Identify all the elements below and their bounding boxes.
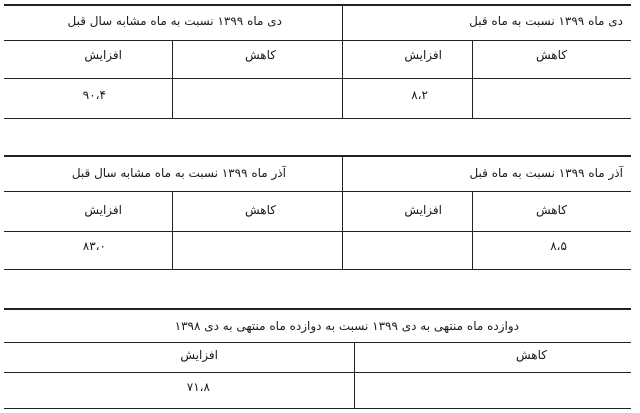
- value-cell: ۸،۵: [550, 239, 567, 253]
- header-month-over-month: دی ماه ۱۳۹۹ نسبت به ماه قبل: [469, 14, 623, 28]
- table-dey-1399: [4, 0, 631, 120]
- header-year-over-year: آذر ماه ۱۳۹۹ نسبت به ماه مشابه سال قبل: [71, 166, 286, 180]
- subheader-increase: افزایش: [84, 203, 122, 217]
- value-cell: ۷۱،۸: [186, 380, 210, 394]
- value-cell: [342, 239, 472, 259]
- subheader-decrease: کاهش: [516, 348, 547, 362]
- subheader-increase: افزایش: [180, 348, 218, 362]
- header-twelve-months: دوازده ماه منتهی به دی ۱۳۹۹ نسبت به دوازده ماه منتهی به دی ۱۳۹۸: [174, 319, 519, 333]
- table-twelve-months: [4, 308, 631, 413]
- header-month-over-month: آذر ماه ۱۳۹۹ نسبت به ماه قبل: [469, 166, 623, 180]
- subheader-increase: افزایش: [84, 48, 122, 62]
- subheader-increase: افزایش: [404, 203, 442, 217]
- value-cell: ۹۰،۴: [82, 88, 106, 102]
- value-cell: ۸،۲: [411, 88, 428, 102]
- header-year-over-year: دی ماه ۱۳۹۹ نسبت به ماه مشابه سال قبل: [67, 14, 282, 28]
- subheader-decrease: کاهش: [245, 48, 276, 62]
- subheader-decrease: کاهش: [536, 48, 567, 62]
- subheader-increase: افزایش: [404, 48, 442, 62]
- table-azar-1399: [4, 155, 631, 275]
- subheader-decrease: کاهش: [536, 203, 567, 217]
- value-cell: [172, 88, 342, 108]
- value-cell: [172, 239, 342, 259]
- value-cell: [354, 380, 631, 400]
- subheader-decrease: کاهش: [245, 203, 276, 217]
- value-cell: ۸۳،۰: [82, 239, 106, 253]
- value-cell: [472, 88, 631, 108]
